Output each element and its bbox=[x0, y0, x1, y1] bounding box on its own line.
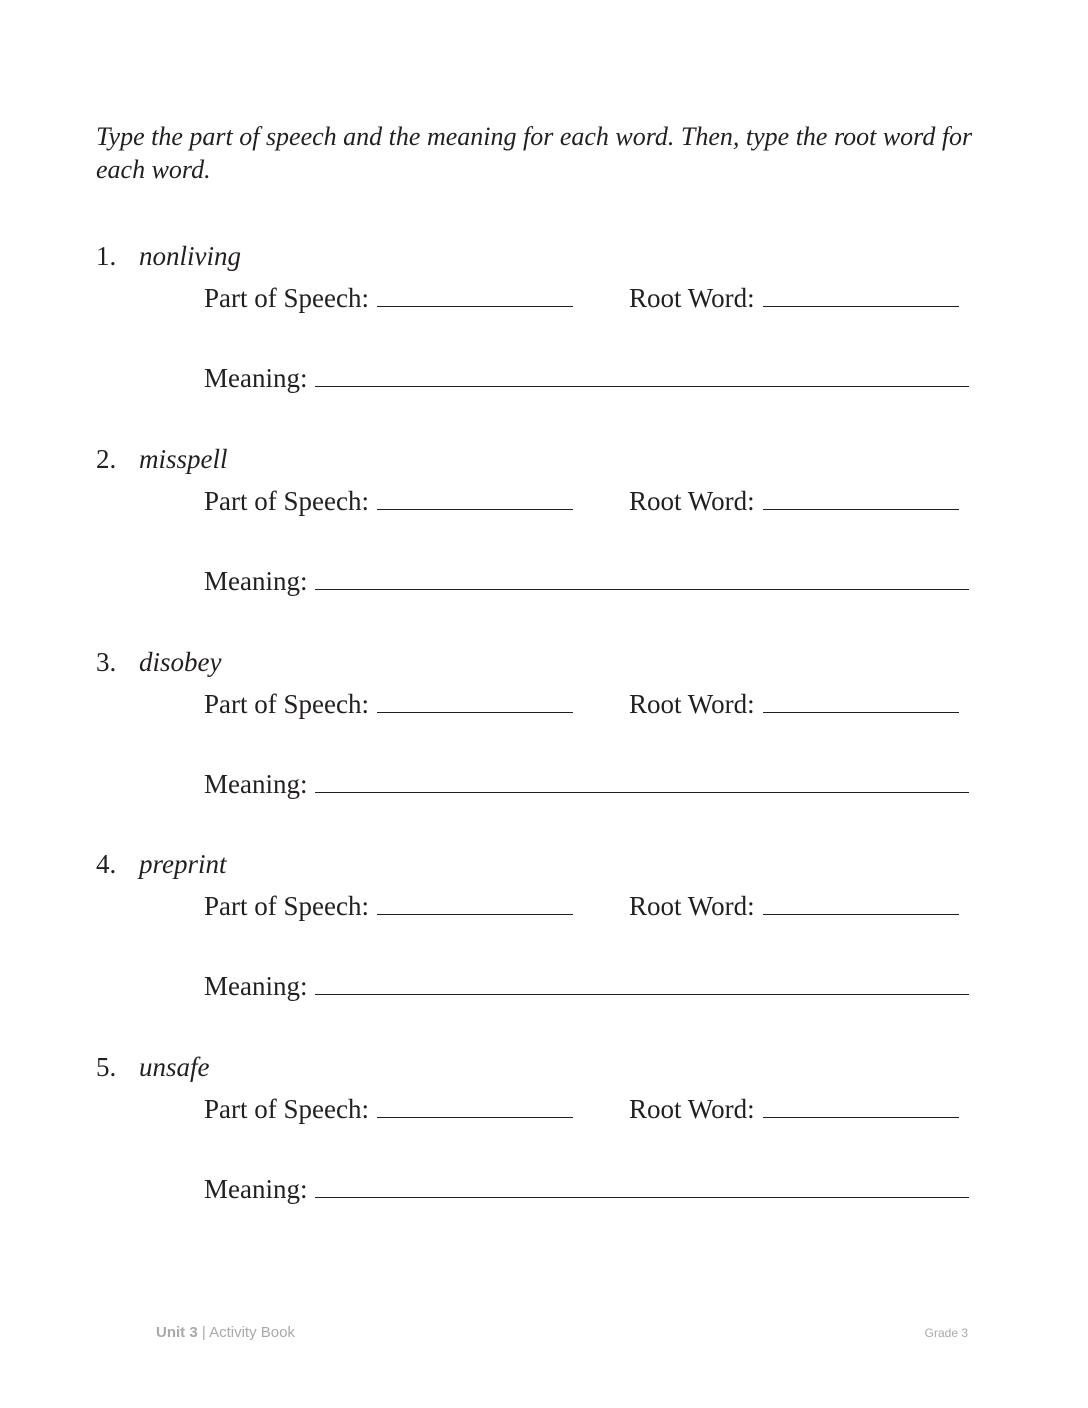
item-word: nonliving bbox=[139, 241, 241, 271]
item-number: 2. bbox=[96, 444, 117, 474]
root-word-blank[interactable] bbox=[763, 1097, 959, 1118]
part-of-speech-blank[interactable] bbox=[377, 894, 573, 915]
meaning-blank[interactable] bbox=[315, 772, 969, 793]
part-of-speech-label: Part of Speech: bbox=[204, 1094, 369, 1124]
meaning-field bbox=[204, 1173, 969, 1205]
footer-grade: Grade 3 bbox=[924, 1326, 968, 1340]
part-of-speech-label: Part of Speech: bbox=[204, 891, 369, 921]
meaning-field bbox=[204, 970, 969, 1002]
root-word-blank[interactable] bbox=[763, 692, 959, 713]
part-of-speech-blank[interactable] bbox=[377, 489, 573, 510]
meaning-blank[interactable] bbox=[315, 1177, 969, 1198]
meaning-label: Meaning: bbox=[204, 1174, 308, 1204]
root-word-field bbox=[629, 282, 959, 314]
root-word-label: Root Word: bbox=[629, 486, 755, 516]
root-word-label: Root Word: bbox=[629, 689, 755, 719]
meaning-label: Meaning: bbox=[204, 769, 308, 799]
meaning-blank[interactable] bbox=[315, 366, 969, 387]
meaning-field bbox=[204, 362, 969, 394]
meaning-blank[interactable] bbox=[315, 974, 969, 995]
root-word-field bbox=[629, 688, 959, 720]
footer-unit: Unit 3 bbox=[156, 1324, 198, 1341]
item-number: 4. bbox=[96, 849, 117, 879]
exercise-item bbox=[96, 1051, 976, 1231]
root-word-label: Root Word: bbox=[629, 283, 755, 313]
item-number: 5. bbox=[96, 1052, 117, 1082]
part-of-speech-field bbox=[204, 688, 573, 720]
root-word-field bbox=[629, 485, 959, 517]
meaning-label: Meaning: bbox=[204, 971, 308, 1001]
part-of-speech-field bbox=[204, 282, 573, 314]
part-of-speech-label: Part of Speech: bbox=[204, 283, 369, 313]
root-word-blank[interactable] bbox=[763, 286, 959, 307]
footer-book: Activity Book bbox=[209, 1324, 295, 1341]
item-word: misspell bbox=[139, 444, 228, 474]
root-word-label: Root Word: bbox=[629, 891, 755, 921]
root-word-field bbox=[629, 890, 959, 922]
part-of-speech-blank[interactable] bbox=[377, 692, 573, 713]
part-of-speech-field bbox=[204, 1093, 573, 1125]
exercise-item bbox=[96, 848, 976, 1028]
exercise-item bbox=[96, 240, 976, 420]
item-number: 1. bbox=[96, 241, 117, 271]
item-number: 3. bbox=[96, 647, 117, 677]
meaning-blank[interactable] bbox=[315, 569, 969, 590]
part-of-speech-field bbox=[204, 485, 573, 517]
exercise-item bbox=[96, 443, 976, 623]
part-of-speech-blank[interactable] bbox=[377, 286, 573, 307]
part-of-speech-blank[interactable] bbox=[377, 1097, 573, 1118]
part-of-speech-label: Part of Speech: bbox=[204, 689, 369, 719]
footer-unit-info bbox=[156, 1324, 295, 1341]
instructions: Type the part of speech and the meaning for each word. Then, type the root word for each word. bbox=[96, 122, 973, 184]
item-word: unsafe bbox=[139, 1052, 210, 1082]
part-of-speech-label: Part of Speech: bbox=[204, 486, 369, 516]
footer-separator: | bbox=[201, 1324, 206, 1341]
root-word-blank[interactable] bbox=[763, 489, 959, 510]
root-word-field bbox=[629, 1093, 959, 1125]
exercise-item bbox=[96, 646, 976, 826]
meaning-field bbox=[204, 565, 969, 597]
meaning-label: Meaning: bbox=[204, 566, 308, 596]
root-word-label: Root Word: bbox=[629, 1094, 755, 1124]
meaning-label: Meaning: bbox=[204, 363, 308, 393]
root-word-blank[interactable] bbox=[763, 894, 959, 915]
part-of-speech-field bbox=[204, 890, 573, 922]
meaning-field bbox=[204, 768, 969, 800]
item-word: preprint bbox=[139, 849, 227, 879]
item-word: disobey bbox=[139, 647, 222, 677]
